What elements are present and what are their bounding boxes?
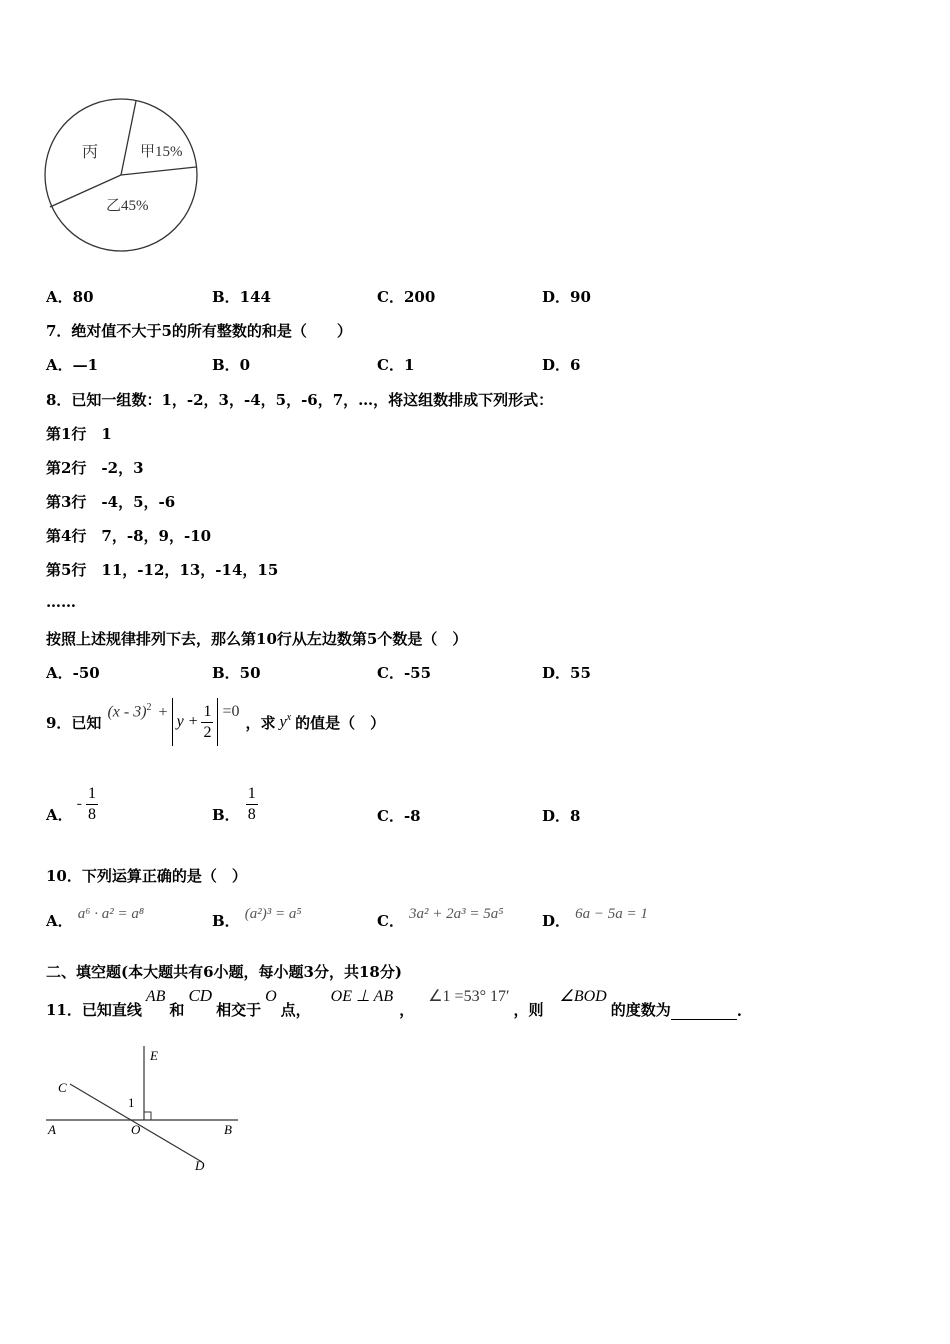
q11-cd: CD <box>188 986 213 1005</box>
q10-option-d-expr: 6a − 5a = 1 <box>575 906 648 922</box>
q8-row-3: 第3行 -4，5，-6 <box>46 493 176 511</box>
q8-row-1: 第1行 1 <box>46 425 112 443</box>
q10-option-c-label: C． <box>377 912 404 930</box>
q11-end: . <box>736 1002 742 1020</box>
q9-exp-2: 2 <box>146 702 152 714</box>
fig-label-o: O <box>131 1122 141 1137</box>
q11-comma: ， <box>399 1001 415 1019</box>
q10-stem: 10．下列运算正确的是（ ） <box>46 867 247 885</box>
q7-option-d: D．6 <box>542 356 581 374</box>
q11-perp: OE ⊥ AB <box>330 988 394 1005</box>
fig-label-e: E <box>150 1048 158 1063</box>
q9-option-a-fraction <box>86 784 98 825</box>
q9-option-b-fraction <box>246 784 258 825</box>
q11-prefix: 11．已知直线 <box>46 1001 142 1019</box>
q10-option-b <box>212 902 302 930</box>
q10-option-c <box>377 902 504 930</box>
q11-answer-blank[interactable] <box>671 1005 737 1020</box>
q11-figure <box>40 1040 250 1180</box>
q11-ze: ，则 <box>513 1001 544 1019</box>
q10-option-a-expr: a⁶ · a² = a⁸ <box>77 906 145 922</box>
q9-option-b-label: B． <box>212 805 240 824</box>
q8-option-b: B．50 <box>212 664 261 682</box>
q6-option-d: D．90 <box>542 288 591 306</box>
q8-question: 按照上述规律排列下去，那么第10行从左边数第5个数是（ ） <box>46 630 468 648</box>
q11-bod: ∠BOD <box>559 988 607 1005</box>
q7-option-a: A．—1 <box>46 356 99 374</box>
q11-o: O <box>265 988 277 1005</box>
q10-option-d-label: D． <box>542 912 571 930</box>
q9-abs-y: y + <box>176 713 199 730</box>
q10-option-a-label: A． <box>46 912 73 930</box>
q9-plus: + <box>158 703 168 721</box>
q8-option-c: C．-55 <box>377 664 432 682</box>
q11-angle: ∠1 =53° 17′ <box>428 988 510 1005</box>
section-2-title: 二、填空题(本大题共有6小题，每小题3分，共18分) <box>46 963 402 981</box>
q9-mid: ，求 <box>245 713 276 732</box>
q6-option-a: A．80 <box>46 288 94 306</box>
q9-y-power <box>280 712 292 731</box>
q8-option-a: A．-50 <box>46 664 100 682</box>
q9-frac-num: 1 <box>201 702 213 723</box>
q7-option-b: B．0 <box>212 356 251 374</box>
q8-stem: 8．已知一组数：1，-2，3，-4，5，-6，7，…，将这组数排成下列形式： <box>46 391 554 409</box>
q9-eq-zero: =0 <box>222 703 240 720</box>
q9-option-a <box>46 780 98 828</box>
pie-label-jia: 甲15% <box>140 144 183 160</box>
q7-stem: 7．绝对值不大于5的所有整数的和是（ ） <box>46 322 352 340</box>
q10-option-c-expr: 3a² + 2a³ = 5a⁵ <box>409 906 504 922</box>
q10-option-d <box>542 902 648 930</box>
fig-label-1: 1 <box>128 1095 135 1110</box>
q10-option-a <box>46 902 145 930</box>
q8-ellipsis: …… <box>46 593 76 611</box>
q8-row-4: 第4行 7，-8，9，-10 <box>46 527 212 545</box>
q9-expr-1 <box>107 702 167 721</box>
fig-label-b: B <box>224 1122 232 1137</box>
q9-x-sup: x <box>286 712 292 724</box>
fig-label-a: A <box>48 1122 56 1137</box>
fig-label-c: C <box>58 1080 67 1095</box>
q11-stem <box>46 984 742 1020</box>
q11-dian: 点， <box>280 1001 311 1019</box>
q9-frac-den: 2 <box>203 723 212 741</box>
q10-option-b-label: B． <box>212 912 240 930</box>
q9-option-d: D．8 <box>542 807 581 825</box>
q6-option-c: C．200 <box>377 288 436 306</box>
q9-prefix: 9．已知 <box>46 713 102 732</box>
q11-he: 和 <box>169 1001 185 1019</box>
q9-option-a-den: 8 <box>87 805 96 823</box>
q11-xjy: 相交于 <box>216 1001 262 1019</box>
q9-option-a-label: A． <box>46 805 73 824</box>
q9-y: y <box>279 713 287 731</box>
q9-option-a-num: 1 <box>86 784 98 805</box>
q9-option-b-num: 1 <box>246 784 258 805</box>
q8-option-d: D．55 <box>542 664 591 682</box>
q8-row-5: 第5行 11，-12，13，-14，15 <box>46 561 279 579</box>
q9-stem <box>46 697 385 747</box>
q9-fraction-half <box>201 702 213 743</box>
q7-option-c: C．1 <box>377 356 415 374</box>
q9-suffix: 的值是（ ） <box>295 713 386 732</box>
q9-option-a-sign: - <box>76 795 82 812</box>
q9-option-c: C．-8 <box>377 807 421 825</box>
q9-abs-value <box>172 698 219 746</box>
q10-option-b-expr: (a²)³ = a⁵ <box>244 906 302 922</box>
q11-ab: AB <box>145 988 166 1005</box>
pie-label-bing: 丙 <box>82 144 99 161</box>
q9-option-b-den: 8 <box>247 805 256 823</box>
q9-x-minus-3: (x - 3) <box>107 703 147 721</box>
q8-row-2: 第2行 -2，3 <box>46 459 144 477</box>
q11-suffix: 的度数为 <box>610 1001 671 1019</box>
fig-label-d: D <box>195 1158 205 1173</box>
q6-option-b: B．144 <box>212 288 271 306</box>
pie-label-yi: 乙45% <box>106 198 149 214</box>
q9-option-b <box>212 780 258 828</box>
pie-chart <box>40 95 205 255</box>
